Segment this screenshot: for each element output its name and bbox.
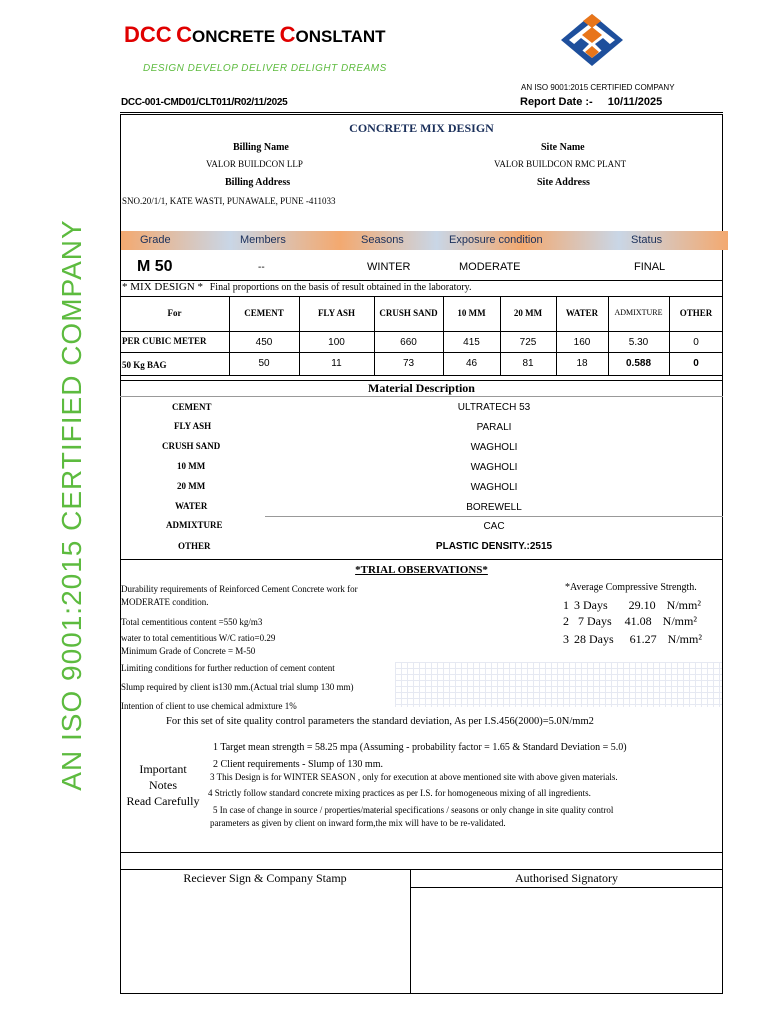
column-header-cement: CEMENT	[244, 308, 284, 318]
material-value: WAGHOLI	[470, 442, 518, 453]
material-value: WAGHOLI	[470, 462, 518, 473]
company-name-onsltant: ONSLTANT	[295, 27, 386, 46]
note-item: 2 Client requirements - Slump of 130 mm.	[213, 759, 383, 770]
table-cell: 415	[463, 337, 480, 348]
mix-design-note: Final proportions on the basis of result obtained in the laboratory.	[209, 282, 472, 293]
material-name: FLY ASH	[174, 421, 212, 431]
trial-durability: Durability requirements of Reinforced Cement Concrete work for	[121, 584, 358, 594]
table-cell: 18	[576, 358, 588, 369]
material-name: CEMENT	[172, 402, 212, 412]
table-cell: 725	[519, 337, 537, 348]
strength-row	[563, 598, 701, 613]
material-value: CAC	[483, 521, 505, 532]
strength-days: 7 Days	[578, 614, 612, 628]
strength-row	[563, 632, 702, 647]
strength-no: 3	[563, 632, 569, 646]
material-name: WATER	[175, 501, 208, 511]
column-header-crush-sand: CRUSH SAND	[379, 308, 438, 318]
column-header-20mm: 20 MM	[513, 308, 543, 318]
trial-moderate: MODERATE condition.	[121, 597, 209, 607]
report-date-label: Report Date :-	[520, 96, 593, 108]
site-address-label: Site Address	[537, 177, 590, 188]
material-name: ADMIXTURE	[166, 520, 223, 530]
table-cell: 0.588	[625, 358, 652, 369]
strength-unit: N/mm²	[666, 598, 701, 612]
mix-design-label: * MIX DESIGN *	[122, 281, 203, 293]
table-cell: 11	[331, 358, 342, 369]
strength-value: 61.27	[629, 632, 657, 646]
company-name-c1: C	[176, 22, 193, 47]
note-item: 3 This Design is for WINTER SEASON , only for execution at above mentioned site with above given materials.	[210, 772, 618, 782]
billing-name-label: Billing Name	[233, 142, 289, 153]
table-cell: 81	[522, 358, 534, 369]
table-cell: 46	[465, 358, 478, 369]
notes-label-line: Important	[139, 762, 187, 776]
strength-unit: N/mm²	[667, 632, 702, 646]
material-value: PARALI	[476, 422, 512, 433]
trial-slump: Slump required by client is130 mm.(Actual trial slump 130 mm)	[121, 682, 354, 692]
strength-days: 3 Days	[574, 598, 608, 612]
billing-name: VALOR BUILDCON LLP	[206, 159, 303, 169]
strength-no: 1	[563, 598, 569, 612]
strength-value: 41.08	[624, 614, 652, 628]
exposure-value: MODERATE	[459, 261, 521, 273]
table-cell: 50	[258, 358, 270, 369]
iso-note: AN ISO 9001:2015 CERTIFIED COMPANY	[521, 83, 675, 92]
seasons-header: Seasons	[361, 234, 404, 246]
trial-intention: Intention of client to use chemical admixture 1%	[121, 701, 297, 711]
trial-limiting: Limiting conditions for further reduction of cement content	[121, 663, 335, 673]
seasons-value: WINTER	[367, 261, 411, 273]
notes-label-line: Notes	[149, 778, 177, 792]
table-cell: 450	[255, 337, 273, 348]
strength-days: 28 Days	[574, 632, 614, 646]
note-item: 5 In case of change in source / properties/material specifications / seasons or only change in site quality control	[213, 805, 614, 815]
trial-cementitious: Total cementitious content =550 kg/m3	[121, 617, 263, 627]
material-name: OTHER	[178, 541, 211, 551]
grade-header-bar	[121, 231, 728, 250]
column-header-other: OTHER	[679, 308, 713, 318]
note-item: parameters as given by client on inward form,the mix will have to be re-validated.	[210, 818, 506, 828]
signature-box	[410, 887, 723, 993]
row-label: 50 Kg BAG	[122, 360, 167, 370]
status-value: FINAL	[634, 261, 666, 273]
table-cell: 0	[693, 337, 699, 348]
exposure-header: Exposure condition	[449, 234, 543, 246]
material-name: CRUSH SAND	[162, 441, 221, 451]
row-label: PER CUBIC METER	[122, 336, 207, 346]
receiver-sign-label: Reciever Sign & Company Stamp	[183, 871, 347, 885]
material-value: WAGHOLI	[470, 482, 518, 493]
column-header-admixture: ADMIXTURE	[614, 308, 663, 317]
table-cell: 100	[328, 337, 345, 348]
note-item: 4 Strictly follow standard concrete mixing practices as per I.S. for homogeneous mixing of all ingredients.	[208, 788, 591, 798]
billing-address: SNO.20/1/1, KATE WASTI, PUNAWALE, PUNE -411033	[122, 196, 336, 206]
strength-value: 29.10	[628, 598, 656, 612]
mix-design-line	[122, 281, 472, 293]
strength-row	[563, 614, 697, 629]
important-notes-label	[120, 761, 206, 809]
company-name-oncrete: ONCRETE	[192, 27, 276, 46]
material-value: ULTRATECH 53	[457, 402, 531, 413]
tagline: DESIGN DEVELOP DELIVER DELIGHT DREAMS	[143, 63, 387, 74]
report-date-value: 10/11/2025	[607, 96, 663, 108]
document-title: CONCRETE MIX DESIGN	[349, 121, 494, 135]
table-cell: 5.30	[628, 337, 649, 348]
grade-header: Grade	[140, 234, 171, 246]
members-header: Members	[240, 234, 286, 246]
note-item: 1 Target mean strength = 58.25 mpa (Assuming - probability factor = 1.65 & Standard Deviation = 5.0)	[213, 742, 627, 753]
report-date	[520, 96, 662, 108]
status-header: Status	[631, 234, 663, 246]
trial-wc-ratio: water to total cementitious W/C ratio=0.29	[121, 633, 276, 643]
column-header-water: WATER	[565, 308, 599, 318]
authorised-signatory-label: Authorised Signatory	[515, 871, 618, 885]
column-header-10mm: 10 MM	[457, 308, 486, 318]
diamond-logo-icon	[559, 12, 625, 68]
grade-value: M 50	[137, 258, 173, 275]
side-certified-text: AN ISO 9001:2015 CERTIFIED COMPANY	[56, 219, 87, 791]
material-title: Material Description	[368, 381, 475, 395]
reference-number: DCC-001-CMD01/CLT011/R02/11/2025	[121, 97, 288, 108]
table-cell: 660	[400, 337, 417, 348]
site-name: VALOR BUILDCON RMC PLANT	[494, 159, 627, 169]
strength-unit: N/mm²	[662, 614, 697, 628]
table-cell: 0	[693, 358, 699, 369]
site-name-label: Site Name	[541, 142, 585, 153]
company-name	[124, 22, 386, 48]
trial-min-grade: Minimum Grade of Concrete = M-50	[121, 646, 256, 656]
column-header-fly-ash: FLY ASH	[317, 308, 356, 318]
material-value: PLASTIC DENSITY.:2515	[435, 541, 553, 552]
billing-address-label: Billing Address	[225, 177, 291, 188]
avg-strength-title: *Average Compressive Strength.	[565, 582, 697, 593]
trial-title: *TRIAL OBSERVATIONS*	[355, 564, 488, 576]
grid-panel	[395, 662, 722, 707]
strength-no: 2	[563, 614, 569, 628]
table-cell: 73	[402, 358, 415, 369]
table-cell: 160	[573, 337, 591, 348]
material-name: 10 MM	[177, 461, 206, 471]
notes-label-line: Read Carefully	[126, 794, 200, 808]
material-value: BOREWELL	[466, 502, 522, 513]
column-header-for: For	[167, 308, 182, 318]
company-name-c2: C	[279, 22, 296, 47]
std-deviation-note: For this set of site quality control parameters the standard deviation, As per I.S.456(2000)=5.0N/mm2	[166, 716, 594, 727]
company-name-dcc: DCC	[124, 22, 172, 47]
material-name: 20 MM	[177, 481, 206, 491]
members-value: --	[258, 262, 265, 273]
